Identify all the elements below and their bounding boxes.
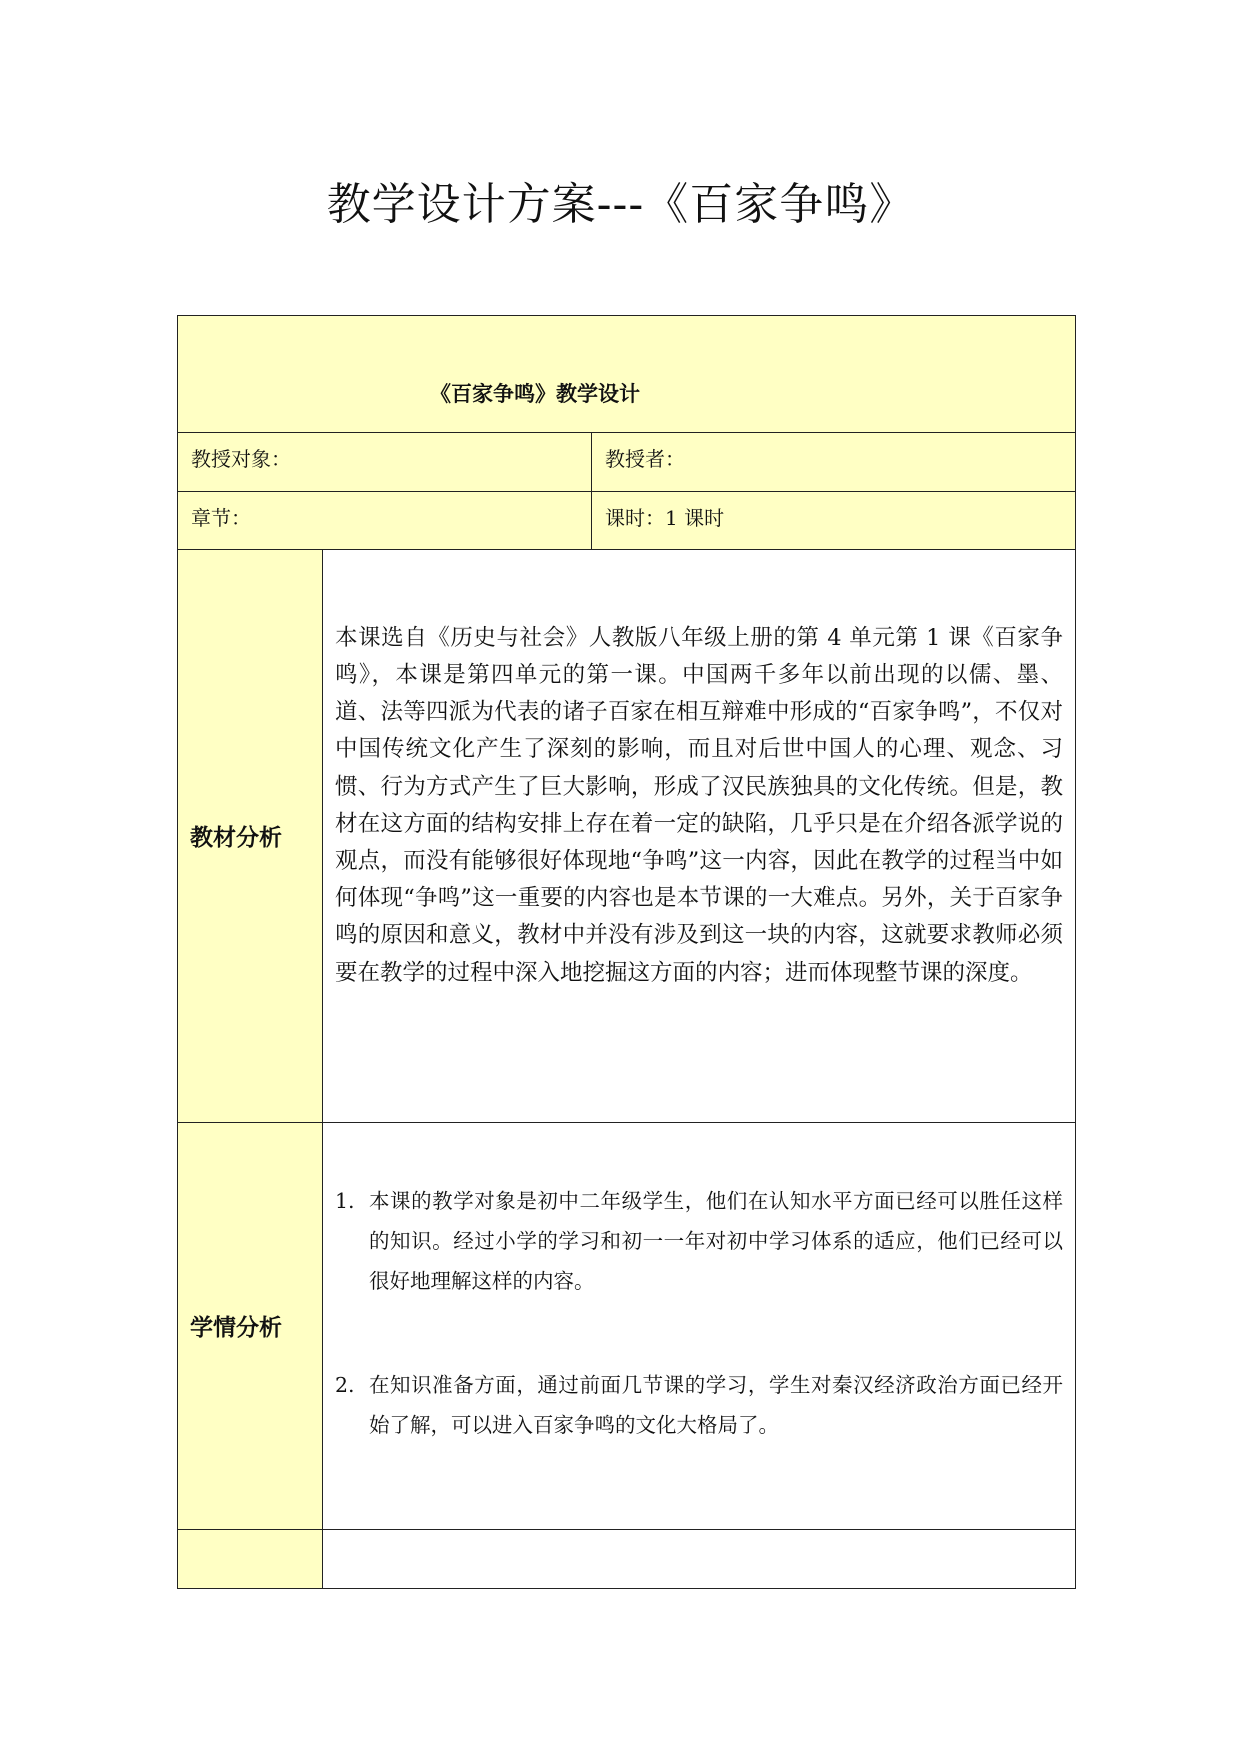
lesson-design-table: [177, 315, 1076, 1589]
list-number: 2.: [335, 1372, 355, 1397]
textbook-analysis-text: 本课选自《历史与社会》人教版八年级上册的第 4 单元第 1 课《百家争鸣》，本课是第四单元的第一课。中国两千多年以前出现的以儒、墨、道、法等四派为代表的诸子百家在相互辩难中形成的“百家争鸣”，不仅对中国传统文化产生了深刻的影响，而且对后世中国人的心理、观念、习惯、行为方式产生了巨大影响，形成了汉民族独具的文化传统。但是，教材在这方面的结构安排上存在着一定的缺陷，几乎只是在介绍各派学说的观点，而没有能够很好体现地“争鸣”这一内容，因此在教学的过程当中如何体现“争鸣”这一重要的内容也是本节课的一大难点。另外，关于百家争鸣的原因和意义，教材中并没有涉及到这一块的内容，这就要求教师必须要在教学的过程中深入地挖掘这方面的内容；进而体现整节课的深度。: [335, 624, 1064, 986]
class-hours: 课时：1 课时: [605, 505, 725, 530]
document-title: 教学设计方案---《百家争鸣》: [326, 179, 915, 230]
list-item: [335, 1181, 1063, 1301]
student-analysis-cell: [323, 1122, 1076, 1529]
chapter-label: 章节：: [191, 505, 251, 530]
list-number: 1.: [335, 1188, 355, 1213]
list-text: 本课的教学对象是初中二年级学生，他们在认知水平方面已经可以胜任这样的知识。经过小学的学习和初一一年对初中学习体系的适应，他们已经可以很好地理解这样的内容。: [369, 1188, 1064, 1293]
table-header-title: 《百家争鸣》教学设计: [430, 382, 640, 406]
list-item: [335, 1365, 1063, 1445]
textbook-analysis-cell: [323, 549, 1076, 1122]
teacher-cell: [592, 433, 1076, 491]
empty-content-cell: [323, 1529, 1076, 1588]
teaching-target-label: 教授对象：: [191, 447, 291, 472]
textbook-analysis-label: 教材分析: [178, 549, 323, 1122]
chapter-cell: [178, 491, 592, 549]
table-header: [178, 316, 1076, 433]
list-text: 在知识准备方面，通过前面几节课的学习，学生对秦汉经济政治方面已经开始了解，可以进入百家争鸣的文化大格局了。: [369, 1372, 1064, 1437]
teaching-target-cell: [178, 433, 592, 491]
empty-label-cell: [178, 1529, 323, 1588]
teacher-label: 教授者：: [605, 447, 685, 472]
student-analysis-label: 学情分析: [178, 1122, 323, 1529]
class-hours-cell: [592, 491, 1076, 549]
